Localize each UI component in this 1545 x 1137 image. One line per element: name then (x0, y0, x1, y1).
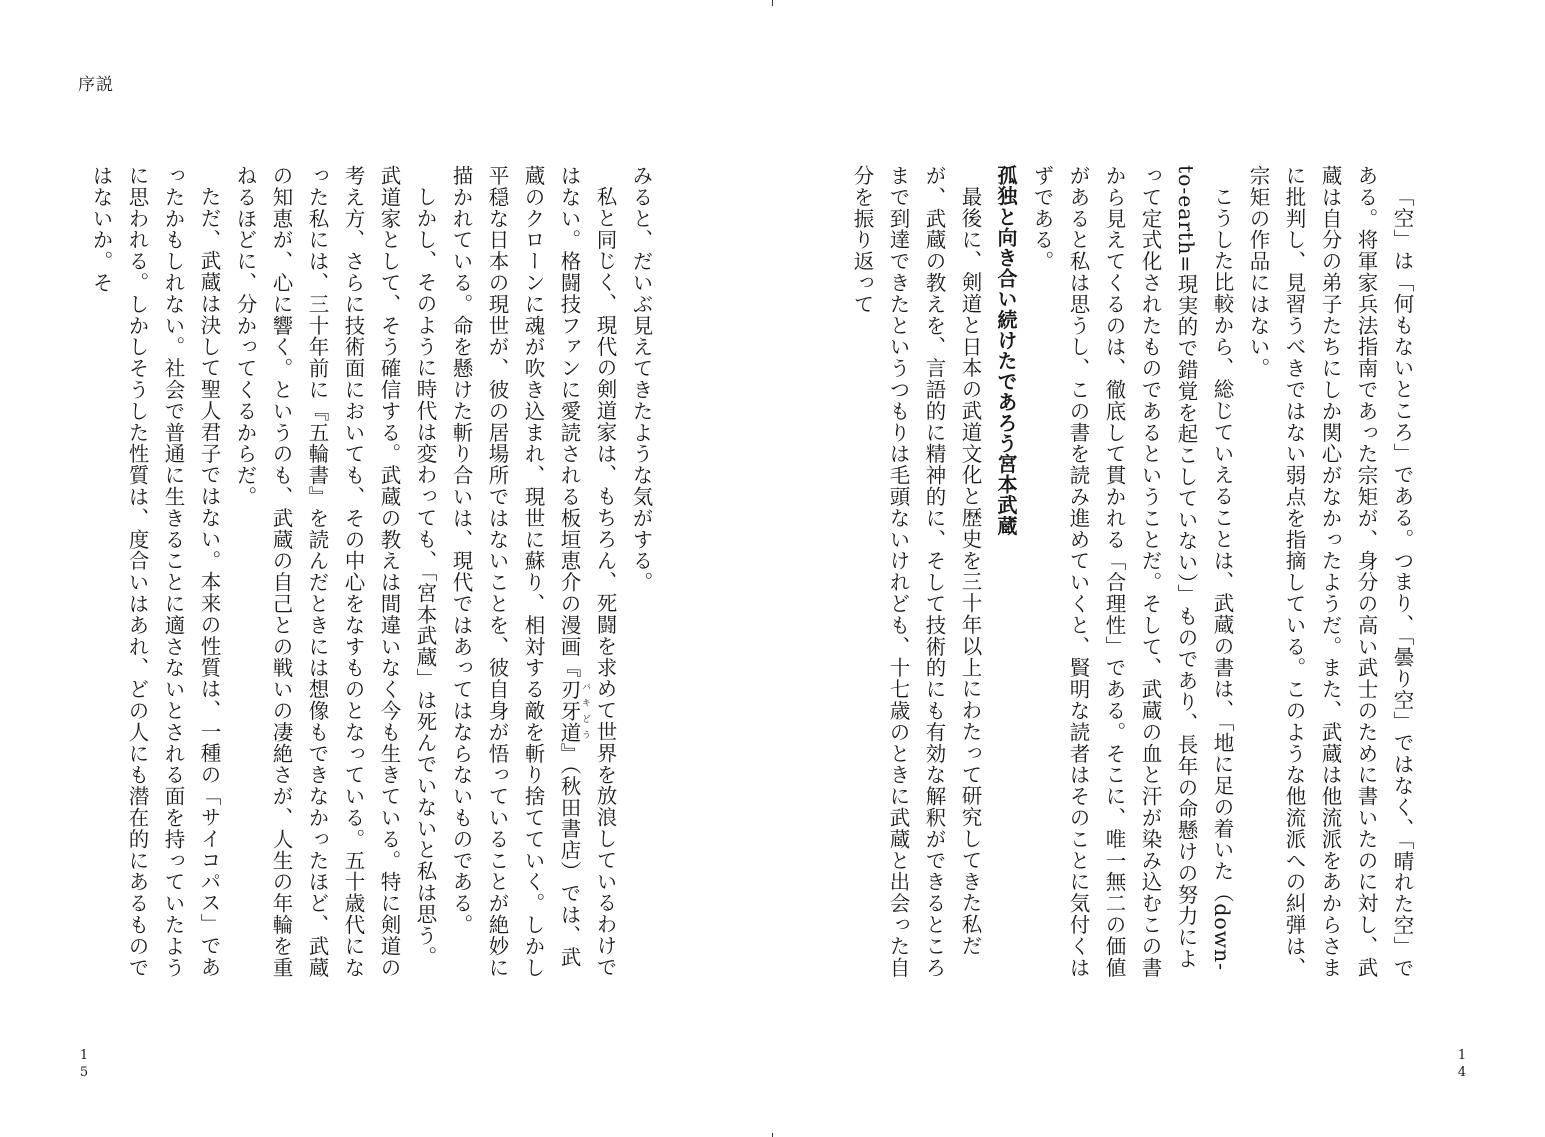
page-number-15 (77, 1047, 91, 1081)
running-head: 序説 (78, 75, 114, 95)
crop-mark-bottom (772, 1133, 773, 1137)
left-paragraph-continued: みると、だいぶ見えてきたような気がする。 (629, 165, 653, 593)
left-paragraph-3: ただ、武蔵は決して聖人君子ではない。本来の性質は、一種の「サイコパス」であったかもしれない。社会で普通に生きることに適さないとされる面を持っていたように思われる。しかしそうした性質は、度合いはあれ、どの人にも潜在的にあるものではないか。そ (89, 165, 221, 979)
page-number-digit: 1 (1457, 1048, 1467, 1063)
right-paragraph-1: 「空」は「何もないところ」である。つまり、「曇り空」ではなく、「晴れた空」である。将軍家兵法指南であった宗矩が、身分の高い武士のために書いたのに対し、武蔵は自分の弟子たちにしか関心がなかったようだ。また、武蔵は他流派をあからさまに批判し、見習うべきではない弱点を指摘している。このような他流派への糾弾は、宗矩の作品にはない。 (1246, 165, 1414, 979)
manga-title: 刃牙道 (557, 678, 581, 743)
page-number-14 (1455, 1047, 1469, 1081)
page-number-digit: 4 (1457, 1065, 1467, 1080)
right-paragraph-3: 最後に、剣道と日本の武道文化と歴史を三十年以上にわたって研究してきた私だが、武蔵の教えを、言語的に精神的に、そして技術的にも有効な解釈ができるところまで到達できたというつもりは毛頭ないけれども、十七歳のときに武蔵と出会った自分を振り返って (850, 165, 982, 979)
right-page-body (850, 165, 1420, 985)
manga-text-after: 』（秋田書店）では、武蔵のクローンに魂が吹き込まれ、現世に蘇り、相対する敵を斬り捨てていく。しかし平穏な日本の現世が、彼の居場所ではないことを、彼自身が悟っていることが絶妙に描かれている。命を懸けた斬り合いは、現代ではあってはならないものである。 (449, 165, 581, 979)
left-paragraph-2: しかし、そのように時代は変わっても、「宮本武蔵」は死んでいないと私は思う。武道家として、そう確信する。武蔵の教えは間違いなく今も生きている。特に剣道の考え方、さらに技術面においても、その中心をなすものとなっている。五十歳代になった私には、三十年前に『五輪書』を読んだときには想像もできなかったほど、武蔵の知恵が、心に響く。というのも、武蔵の自己との戦いの凄絶さが、人生の年輪を重ねるほどに、分かってくるからだ。 (233, 165, 437, 979)
crop-mark-top (772, 0, 773, 6)
manga-title-ruby (557, 678, 590, 743)
left-paragraph-manga (443, 165, 623, 985)
left-page-body (89, 165, 659, 985)
right-paragraph-2: こうした比較から、総じていえることは、武蔵の書は、「地に足の着いた（down-to-earth=現実的で錯覚を起こしていない）」ものであり、長年の命懸けの努力によって定式化されたものであるということだ。そして、武蔵の血と汗が染み込むこの書から見えてくるのは、徹底して貫かれる「合理性」である。そこに、唯一無二の価値があると私は思うし、この書を読み進めていくと、賢明な読者はそのことに気付くはずである。 (1030, 165, 1234, 979)
page-number-digit: 1 (79, 1048, 89, 1063)
manga-text-before: 私と同じく、現代の剣道家は、もちろん、死闘を求めて世界を放浪しているわけではない。格闘技ファンに愛読される板垣恵介の漫画『 (557, 165, 617, 978)
section-heading: 孤独と向き合い続けたであろう宮本武蔵 (994, 165, 1018, 536)
page-number-digit: 5 (79, 1065, 89, 1080)
manga-title-furigana: バキどう (580, 678, 590, 743)
